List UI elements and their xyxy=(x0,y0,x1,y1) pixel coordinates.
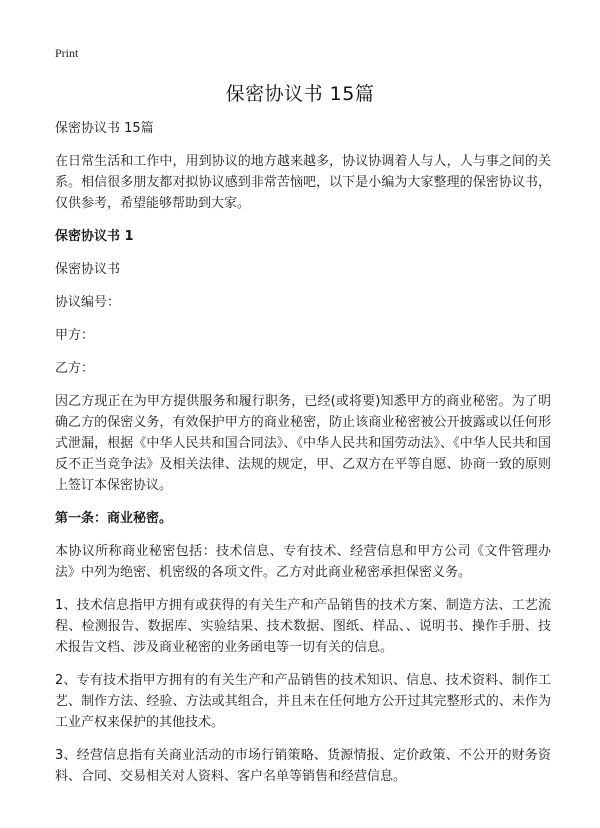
agreement-number-label: 协议编号： xyxy=(55,295,121,310)
party-a-label: 甲方： xyxy=(55,328,95,343)
preamble-paragraph: 因乙方现正在为甲方提供服务和履行职务，已经(或将要)知悉甲方的商业秘密。为了明确乙方的保密义务，有效保护甲方的商业秘密，防止该商业秘密被公开披露或以任何形式泄漏，根据《中华人民共和国合同法》、《中华人民共和国劳动法》、《中华人民共和国反不正当竞争法》及相关法律、法规的规定，甲、乙双方在平等自愿、协商一致的原则上签订本保密协议。 xyxy=(55,394,551,493)
document-subtitle: 保密协议书 15篇 xyxy=(55,121,154,136)
print-label: Print xyxy=(55,46,79,60)
party-b-label: 乙方： xyxy=(55,361,95,376)
document-title: 保密协议书 15篇 xyxy=(225,83,375,105)
agreement-name: 保密协议书 xyxy=(55,262,121,277)
section-heading: 保密协议书 1 xyxy=(55,229,134,244)
document-body xyxy=(55,118,551,799)
clause-item-2: 2、专有技术指甲方拥有的有关生产和产品销售的技术知识、信息、技术资料、制作工艺、制作方法、经验、方法或其组合，并且未在任何地方公开过其完整形式的、未作为工业产权来保护的其他技术。 xyxy=(55,673,551,730)
clause-item-3: 3、经营信息指有关商业活动的市场行销策略、货源情报、定价政策、不公开的财务资料、合同、交易相关对人资料、客户名单等销售和经营信息。 xyxy=(55,748,551,784)
intro-paragraph: 在日常生活和工作中，用到协议的地方越来越多，协议协调着人与人，人与事之间的关系。相信很多朋友都对拟协议感到非常苦恼吧，以下是小编为大家整理的保密协议书，仅供参考，希望能够帮助到大家。 xyxy=(55,154,551,211)
article-1-paragraph: 本协议所称商业秘密包括：技术信息、专有技术、经营信息和甲方公司《文件管理办法》中列为绝密、机密级的各项文件。乙方对此商业秘密承担保密义务。 xyxy=(55,544,551,580)
clause-item-1: 1、技术信息指甲方拥有或获得的有关生产和产品销售的技术方案、制造方法、工艺流程、检测报告、数据库、实验结果、技术数据、图纸、样品、、说明书、操作手册、技术报告文档、涉及商业秘密的业务函电等一切有关的信息。 xyxy=(55,598,551,655)
article-1-heading: 第一条：商业秘密。 xyxy=(55,511,173,526)
